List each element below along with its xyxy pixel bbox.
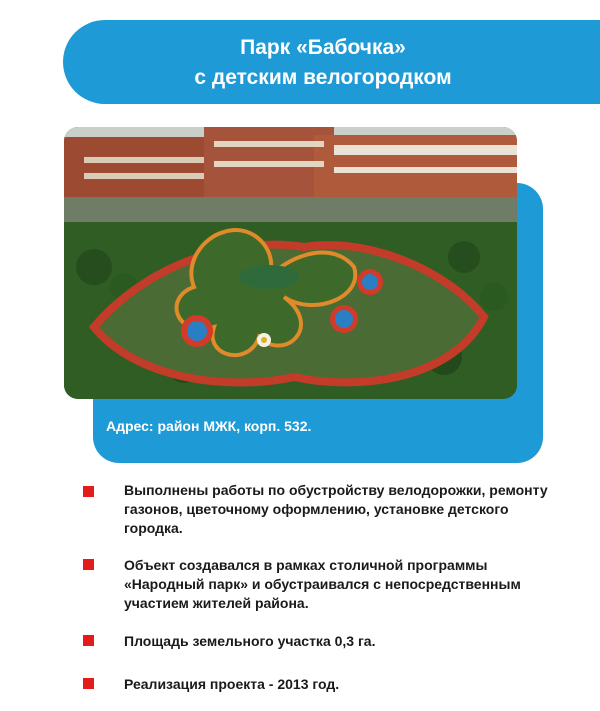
list-item: Объект создавался в рамках столичной программы «Народный парк» и обустраивался с непосредственным участием жителей района.	[124, 557, 521, 611]
bullet-marker	[83, 635, 94, 646]
list-item: Площадь земельного участка 0,3 га.	[124, 633, 376, 649]
bullet-marker	[83, 559, 94, 570]
page-title: Парк «Бабочка»	[240, 36, 406, 59]
list-item: Реализация проекта - 2013 год.	[124, 676, 340, 692]
list-item: Выполнены работы по обустройству велодорожки, ремонту газонов, цветочному оформлению, установке детского городка.	[124, 482, 548, 536]
bullet-marker	[83, 486, 94, 497]
address-text: Адрес: район МЖК, корп. 532.	[106, 418, 312, 434]
bullet-marker	[83, 678, 94, 689]
page-subtitle: с детским велогородком	[194, 66, 452, 89]
